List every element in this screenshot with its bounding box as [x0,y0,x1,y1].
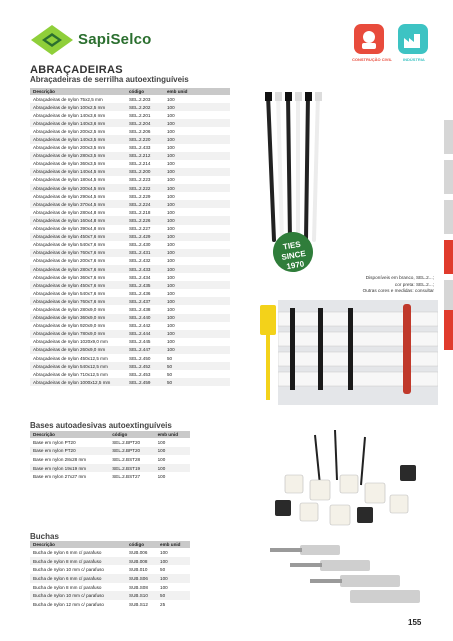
cell-code: SEL.2.BPT20 [109,447,154,456]
cell-pack: 100 [164,103,230,111]
cable-ties-table [30,88,230,386]
cell-code: SEL.2.438 [129,306,151,312]
side-tab [444,280,453,314]
cell-pack: 100 [167,290,175,296]
cell-description: Abraçadeiras de nylon 100x2,5 mm [30,103,126,111]
cell-code: SEL.2.445 [129,339,151,345]
cell-description: Abraçadeiras de nylon 450x7,6 mm [30,281,126,289]
cell-description: Abraçadeiras de nylon 920x9,0 mm [33,323,106,329]
cell-pack: 100 [164,249,230,257]
cell-pack: 100 [164,152,230,160]
cell-pack: 100 [167,177,175,183]
cell-description: Abraçadeiras de nylon 140x3,6 mm [30,119,126,127]
table-row [30,574,190,583]
cell-code: SEL.2.459 [126,378,164,386]
table-row [30,135,230,143]
cell-description: Base em nylon PT20 [30,447,109,456]
section-title-wall-plugs: Buchas [30,532,59,541]
cell-pack: 50 [157,591,190,600]
cell-code: SEL.2.433 [129,145,151,151]
table-row [30,565,190,574]
cell-code: SEL.2.430 [129,242,151,248]
cell-code: SEL.2.206 [129,128,151,134]
table-row [30,322,230,330]
cell-code: SEL.2.227 [129,226,151,232]
yellow-tag-tie-photo [258,305,278,400]
cell-pack: 100 [167,145,175,151]
cell-description: Abraçadeiras de nylon 370x4,5 mm [30,200,126,208]
cell-description: Abraçadeiras de nylon 180x4,5 mm [33,177,106,183]
cell-code: SEL.2.429 [126,233,164,241]
wall-plugs-photo [230,540,435,610]
col-header-code: código [109,431,154,438]
table-row [30,591,190,600]
cell-description: Abraçadeiras de nylon 280x3,5 mm [30,152,126,160]
cell-code: SEL.2.433 [126,265,164,273]
table-row [30,111,230,119]
cell-code: SEL.2.220 [126,135,164,143]
cell-pack: 100 [164,314,230,322]
cell-pack: 100 [164,265,230,273]
cell-code: SEL.2.447 [126,346,164,354]
cell-description: Bucha de nylon 6 mm c/ parafuso [30,574,126,583]
cell-pack: 100 [160,549,168,555]
table-row [30,370,230,378]
cell-description: Abraçadeiras de nylon 540x7,6 mm [33,242,106,248]
table-row [30,241,230,249]
cell-pack: 100 [164,233,230,241]
table-row [30,249,230,257]
cell-pack: 100 [167,306,175,312]
cell-pack: 50 [160,567,166,573]
cell-description: Abraçadeiras de nylon 280x9,0 mm [33,306,106,312]
cell-pack: 100 [167,258,175,264]
cable-ties-on-pipes-photo [278,300,438,405]
table-row [30,192,230,200]
cell-description: Abraçadeiras de nylon 450x7,6 mm [30,233,126,241]
table-row [30,548,190,557]
cell-pack: 100 [167,96,175,102]
side-tab-active [444,310,453,350]
cell-code: SEL.2.431 [126,249,164,257]
table-row [30,338,230,346]
cell-description: Abraçadeiras de nylon 200x7,6 mm [33,258,106,264]
table-row [30,354,230,362]
cell-pack: 100 [157,574,190,583]
cell-description: Base em nylon 28x28 mm [33,456,87,462]
cell-description: Bucha de nylon 8 mm c/ parafuso [33,584,102,590]
cell-code: SEL.2.218 [129,209,151,215]
cell-description: Abraçadeiras de nylon 260x9,0 mm [30,346,126,354]
cell-code: SEL.2.437 [126,297,164,305]
cell-code: SUB.S08 [129,584,148,590]
icon-label-construction: CONSTRUÇÃO CIVIL [352,57,392,62]
cell-description: Base em nylon 19x19 mm [30,464,109,473]
cell-code: SEL.2.432 [129,258,151,264]
availability-note [328,275,434,295]
page-number: 155 [408,618,422,627]
cell-pack: 100 [164,297,230,305]
cell-pack: 100 [164,184,230,192]
table-row [30,438,190,447]
cell-pack: 50 [167,371,173,377]
table-row [30,152,230,160]
cell-code: SUB.S10 [126,591,157,600]
page-title: ABRAÇADEIRAS [30,64,123,76]
construction-worker-icon [354,24,384,54]
cell-code: SEL.2.453 [129,371,151,377]
cell-code: SUB.006 [129,549,148,555]
cell-code: SEL.2.BPT20 [112,439,141,445]
cell-description: Abraçadeiras de nylon 540x7,6 mm [33,290,106,296]
col-header-code: código [126,88,164,95]
cell-code: SEL.2.436 [129,290,151,296]
cell-pack: 100 [155,447,190,456]
cell-code: SEL.2.450 [129,355,151,361]
cell-pack: 100 [167,209,175,215]
col-header-description: Descrição [30,88,126,95]
cell-code: SEL.2.BST27 [112,474,141,480]
cell-code: SEL.2.212 [126,152,164,160]
cell-code: SEL.2.203 [129,96,151,102]
cell-description: Abraçadeiras de nylon 160x4,8 mm [30,216,126,224]
cell-pack: 100 [164,119,230,127]
table-row [30,281,230,289]
availability-line: Outras cores e medidas: consultar [362,288,434,293]
cell-pack: 100 [167,274,175,280]
cell-description: Abraçadeiras de nylon 75x2,5 mm [33,96,103,102]
cell-code: SEL.2.BST28 [112,456,141,462]
side-tab [444,160,453,194]
cell-description: Abraçadeiras de nylon 760x7,6 mm [30,249,126,257]
table-row [30,346,230,354]
cell-pack: 100 [167,226,175,232]
cell-pack: 100 [167,128,175,134]
cell-description: Abraçadeiras de nylon 200x4,5 mm [30,184,126,192]
cell-code: SEL.2.201 [129,112,151,118]
cell-code: SEL.2.442 [129,323,151,329]
table-row [30,184,230,192]
availability-line: Disponíveis em branco, SEL.2...; [365,275,434,280]
cell-description: Base em nylon 27x27 mm [33,474,87,480]
cell-code: SUB.008 [126,557,157,566]
cell-code: SEL.2.200 [126,168,164,176]
cell-description: Bucha de nylon 8 mm c/ parafuso [30,557,126,566]
cell-pack: 100 [164,281,230,289]
table-row [30,362,230,370]
cell-pack: 100 [157,456,166,462]
cell-description: Abraçadeiras de nylon 200x3,5 mm [33,145,106,151]
ties-since-badge: TIES SINCE 1970 [270,229,316,275]
cell-code: SEL.2.229 [129,193,151,199]
cell-description: Abraçadeiras de nylon 780x9,0 mm [30,330,126,338]
table-row [30,216,230,224]
icon-label-industry: INDÚSTRIA [403,57,425,62]
cell-code: SUB.010 [129,567,148,573]
cell-code: SEL.2.226 [126,216,164,224]
cell-description: Bucha de nylon 12 mm c/ parafuso [33,601,104,607]
cell-code: SEL.2.204 [126,119,164,127]
table-row [30,257,230,265]
cell-pack: 100 [167,193,175,199]
table-row [30,330,230,338]
cell-description: Abraçadeiras de nylon 760x7,6 mm [30,297,126,305]
cell-description: Abraçadeiras de nylon 280x7,6 mm [30,265,126,273]
cell-description: Bucha de nylon 10 mm c/ parafuso [30,591,126,600]
cell-description: Bucha de nylon 10 mm c/ parafuso [33,567,104,573]
cell-pack: 100 [160,584,168,590]
table-row [30,600,190,609]
adhesive-mounts-photo [265,425,435,530]
table-row [30,103,230,111]
cell-code: SEL.2.223 [129,177,151,183]
cell-description: Abraçadeiras de nylon 390x4,8 mm [33,226,106,232]
cell-pack: 50 [164,362,230,370]
cell-description: Abraçadeiras de nylon 360x7,6 mm [33,274,106,280]
cable-ties-photo [248,90,340,310]
table-row [30,208,230,216]
cell-pack: 50 [164,378,230,386]
cell-pack: 100 [167,339,175,345]
cell-code: SUB.S06 [126,574,157,583]
table-row [30,95,230,103]
section-title-cable-ties: Abraçadeiras de serrilha autoextinguíveis [30,75,189,84]
table-row [30,314,230,322]
table-row [30,127,230,135]
cell-description: Bucha de nylon 6 mm c/ parafuso [33,549,102,555]
section-title-adhesive-mounts: Bases autoadesivas autoextinguíveis [30,421,172,430]
adhesive-mounts-table [30,431,190,481]
cell-code: SEL.2.214 [129,161,151,167]
cell-description: Abraçadeiras de nylon 710x12,5 mm [33,371,108,377]
side-tab [444,200,453,234]
table-row [30,168,230,176]
cell-code: SEL.2.452 [126,362,164,370]
cell-pack: 100 [157,474,166,480]
availability-line: cor preta: SEL.2...; [394,281,434,287]
cell-description: Abraçadeiras de nylon 280x4,8 mm [33,209,106,215]
col-header-pack: emb unid [155,431,190,438]
cell-code: SEL.2.202 [126,103,164,111]
cell-code: SEL.2.434 [129,274,151,280]
cell-pack: 50 [167,355,173,361]
table-row [30,378,230,386]
table-row [30,305,230,313]
cell-description: Abraçadeiras de nylon 1000x12,5 mm [30,378,126,386]
table-row [30,225,230,233]
cell-pack: 100 [164,200,230,208]
table-row [30,160,230,168]
cell-code: SEL.2.222 [126,184,164,192]
table-row [30,583,190,592]
cell-pack: 100 [157,557,190,566]
table-row [30,233,230,241]
table-row [30,200,230,208]
cell-description: Abraçadeiras de nylon 290x4,5 mm [33,193,106,199]
side-tab-active [444,240,453,274]
cell-pack: 100 [167,323,175,329]
table-row [30,273,230,281]
table-row [30,455,190,464]
cell-pack: 100 [155,464,190,473]
cell-pack: 100 [164,135,230,143]
cell-description: Abraçadeiras de nylon 360x3,5 mm [33,161,106,167]
cell-description: Abraçadeiras de nylon 1020x9,0 mm [33,339,108,345]
cell-pack: 100 [164,216,230,224]
cell-description: Abraçadeiras de nylon 140x3,6 mm [33,112,106,118]
cell-description: Base em nylon PT20 [33,439,76,445]
col-header-description: Descrição [30,541,126,548]
table-row [30,464,190,473]
side-tab [444,120,453,154]
col-header-pack: emb unid [164,88,230,95]
table-row [30,265,230,273]
cell-code: SEL.2.224 [126,200,164,208]
cell-description: Abraçadeiras de nylon 450x12,5 mm [33,355,108,361]
cell-description: Abraçadeiras de nylon 140x3,5 mm [30,135,126,143]
cell-description: Abraçadeiras de nylon 540x12,5 mm [30,362,126,370]
cell-pack: 100 [167,242,175,248]
cell-pack: 100 [167,112,175,118]
table-row [30,297,230,305]
cell-code: SUB.S12 [129,601,148,607]
col-header-description: Descrição [30,431,109,438]
table-row [30,447,190,456]
cell-code: SEL.2.BST19 [109,464,154,473]
table-row [30,144,230,152]
factory-icon [398,24,428,54]
cell-code: SEL.2.435 [126,281,164,289]
table-row [30,472,190,481]
cell-pack: 25 [160,601,166,607]
table-row [30,289,230,297]
cell-pack: 100 [167,161,175,167]
wall-plugs-table [30,541,190,609]
cell-code: SEL.2.440 [126,314,164,322]
table-row [30,119,230,127]
logo-diamond-icon [30,24,74,56]
table-row [30,176,230,184]
cell-description: Abraçadeiras de nylon 360x9,0 mm [30,314,126,322]
col-header-pack: emb unid [157,541,190,548]
cell-pack: 100 [164,330,230,338]
table-row [30,557,190,566]
cell-pack: 100 [157,439,166,445]
cell-pack: 100 [164,168,230,176]
cell-code: SEL.2.444 [126,330,164,338]
cell-pack: 100 [164,346,230,354]
cell-description: Abraçadeiras de nylon 200x2,5 mm [33,128,106,134]
col-header-code: código [126,541,157,548]
cell-description: Abraçadeiras de nylon 140x4,5 mm [30,168,126,176]
brand-name: SapiSelco [78,31,152,48]
brand-logo [30,24,160,56]
